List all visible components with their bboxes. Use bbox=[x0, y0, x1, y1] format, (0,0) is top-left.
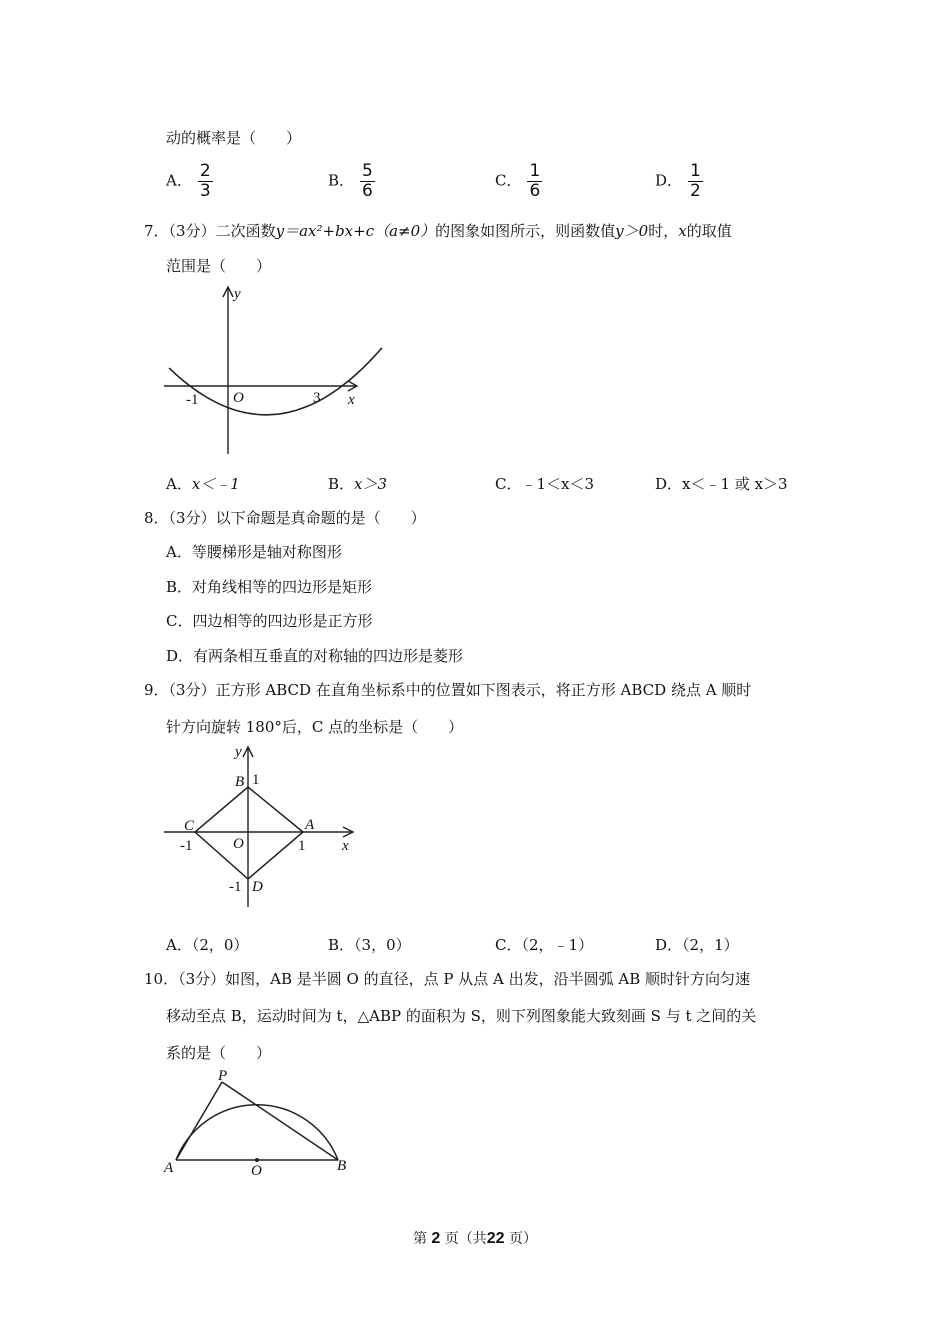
q7-text: 时， bbox=[648, 222, 679, 240]
option-text: （2，0） bbox=[191, 936, 249, 954]
tick-pos-x: 1 bbox=[298, 838, 306, 854]
q8-option-d[interactable] bbox=[166, 646, 463, 666]
denominator: 2 bbox=[690, 181, 701, 201]
q7-text: 二次函数 bbox=[215, 222, 276, 240]
tick-neg-x: -1 bbox=[180, 838, 193, 854]
origin-label: O bbox=[233, 836, 244, 852]
option-label: A． bbox=[166, 936, 192, 954]
option-text: x＜﹣1 或 x＞3 bbox=[682, 475, 788, 493]
option-label: D． bbox=[655, 936, 683, 954]
numerator: 2 bbox=[199, 161, 211, 181]
q7-line1 bbox=[144, 221, 732, 241]
tick-label-left: -1 bbox=[186, 392, 199, 408]
q7-text: 的图象如图所示，则函数值 bbox=[435, 222, 616, 240]
option-text: 等腰梯形是轴对称图形 bbox=[191, 543, 342, 561]
q6-tail: 动的概率是（ ） bbox=[166, 129, 302, 147]
numerator: 1 bbox=[529, 161, 541, 181]
score: （3分） bbox=[168, 509, 216, 527]
option-text: x＜﹣1 bbox=[191, 475, 240, 493]
q9-option-d[interactable] bbox=[655, 935, 739, 955]
q8-option-c[interactable] bbox=[166, 611, 373, 631]
fraction bbox=[360, 162, 375, 201]
option-text: ﹣1＜x＜3 bbox=[521, 475, 595, 493]
denominator: 6 bbox=[362, 181, 373, 201]
denominator: 6 bbox=[529, 181, 541, 201]
option-text: （3，0） bbox=[354, 936, 411, 954]
option-label: C． bbox=[495, 475, 522, 493]
point-b-label: B bbox=[235, 774, 245, 790]
fraction bbox=[527, 162, 542, 201]
point-b-label: B bbox=[337, 1158, 347, 1174]
option-text: （2，﹣1） bbox=[521, 936, 594, 954]
center-point bbox=[255, 1158, 259, 1162]
option-text: 四边相等的四边形是正方形 bbox=[192, 612, 373, 630]
segment-ap bbox=[176, 1082, 222, 1160]
tick-neg-y: -1 bbox=[229, 879, 242, 895]
page-number: 2 bbox=[431, 1230, 441, 1247]
point-o-label: O bbox=[251, 1163, 262, 1179]
y-label: y bbox=[235, 744, 242, 760]
q9-text: 正方形 ABCD 在直角坐标系中的位置如下图表示，将正方形 ABCD 绕点 A 顺时 bbox=[215, 681, 752, 699]
point-p-label: P bbox=[218, 1068, 228, 1084]
variable: x bbox=[678, 222, 687, 240]
option-label: B． bbox=[328, 936, 355, 954]
q7-text: 的取值 bbox=[686, 222, 732, 240]
footer-text: 第 bbox=[412, 1231, 427, 1247]
tick-label-right: 3 bbox=[313, 390, 321, 406]
q6-option-b[interactable] bbox=[328, 162, 375, 201]
tick-pos-y: 1 bbox=[252, 772, 260, 788]
q8-option-b[interactable] bbox=[166, 577, 372, 597]
question-number: 10． bbox=[144, 970, 179, 988]
q8-text: 以下命题是真命题的是（ ） bbox=[215, 509, 426, 527]
q7-option-d[interactable] bbox=[655, 474, 788, 494]
x-label: x bbox=[348, 392, 355, 408]
page-footer bbox=[0, 1228, 950, 1248]
option-text: 有两条相互垂直的对称轴的四边形是菱形 bbox=[193, 647, 464, 665]
y-label: y bbox=[234, 286, 241, 302]
q6-option-c[interactable] bbox=[495, 162, 542, 201]
square-figure bbox=[160, 742, 370, 912]
option-label: A． bbox=[166, 171, 192, 190]
option-text: （2，1） bbox=[682, 936, 739, 954]
segment-pb bbox=[222, 1082, 338, 1160]
parabola-figure bbox=[160, 282, 370, 460]
question-number: 7． bbox=[144, 222, 169, 240]
q10-line2: 移动至点 B，运动时间为 t，△ABP 的面积为 S，则下列图象能大致刻画 S 与 t 之间的关 bbox=[166, 1007, 757, 1025]
q10-line3: 系的是（ ） bbox=[166, 1044, 272, 1062]
origin-label: O bbox=[233, 390, 244, 406]
option-label: B． bbox=[328, 475, 355, 493]
score: （3分） bbox=[168, 681, 216, 699]
option-label: A． bbox=[166, 543, 192, 561]
option-text: x＞3 bbox=[354, 475, 388, 493]
option-label: C． bbox=[495, 936, 522, 954]
question-number: 9． bbox=[144, 681, 169, 699]
semicircle-figure bbox=[160, 1068, 360, 1180]
q7-option-b[interactable] bbox=[328, 474, 387, 494]
option-label: C． bbox=[166, 612, 193, 630]
q7-option-a[interactable] bbox=[166, 474, 240, 494]
q7-line2: 范围是（ ） bbox=[166, 257, 272, 275]
q8-line1 bbox=[144, 508, 426, 528]
condition: y＞0 bbox=[615, 222, 649, 240]
score: （3分） bbox=[168, 222, 216, 240]
semicircle-arc bbox=[176, 1105, 338, 1160]
footer-text: 页（共 bbox=[444, 1231, 487, 1247]
numerator: 5 bbox=[362, 161, 373, 181]
q9-option-a[interactable] bbox=[166, 935, 248, 955]
point-c-label: C bbox=[184, 818, 195, 834]
option-label: A． bbox=[166, 475, 192, 493]
score: （3分） bbox=[178, 970, 226, 988]
q9-line1 bbox=[144, 680, 751, 700]
point-a-label: A bbox=[164, 1160, 174, 1176]
q9-line2: 针方向旋转 180°后，C 点的坐标是（ ） bbox=[166, 718, 464, 736]
point-a-label: A bbox=[305, 817, 315, 833]
option-text: 对角线相等的四边形是矩形 bbox=[192, 578, 373, 596]
option-label: D． bbox=[655, 171, 683, 190]
option-label: D． bbox=[166, 647, 194, 665]
option-label: C． bbox=[495, 171, 522, 190]
q6-option-a[interactable] bbox=[166, 162, 213, 201]
option-label: D． bbox=[655, 475, 683, 493]
fraction bbox=[198, 162, 213, 201]
numerator: 1 bbox=[690, 161, 701, 181]
equation: y＝ax²+bx+c（a≠0） bbox=[275, 222, 436, 240]
x-label: x bbox=[342, 838, 349, 854]
q9-option-c[interactable] bbox=[495, 935, 593, 955]
q10-text: 如图，AB 是半圆 O 的直径，点 P 从点 A 出发，沿半圆弧 AB 顺时针方向匀速 bbox=[225, 970, 750, 988]
option-label: B． bbox=[166, 578, 193, 596]
q10-line1 bbox=[144, 969, 750, 989]
option-label: B． bbox=[328, 171, 355, 190]
square-abcd bbox=[195, 787, 303, 879]
denominator: 3 bbox=[199, 181, 211, 201]
question-number: 8． bbox=[144, 509, 169, 527]
total-pages: 22 bbox=[486, 1230, 505, 1247]
q7-option-c[interactable] bbox=[495, 474, 594, 494]
footer-text: 页） bbox=[509, 1231, 538, 1247]
fraction bbox=[688, 162, 703, 201]
q8-option-a[interactable] bbox=[166, 542, 342, 562]
point-d-label: D bbox=[252, 879, 263, 895]
q6-option-d[interactable] bbox=[655, 162, 703, 201]
q9-option-b[interactable] bbox=[328, 935, 411, 955]
